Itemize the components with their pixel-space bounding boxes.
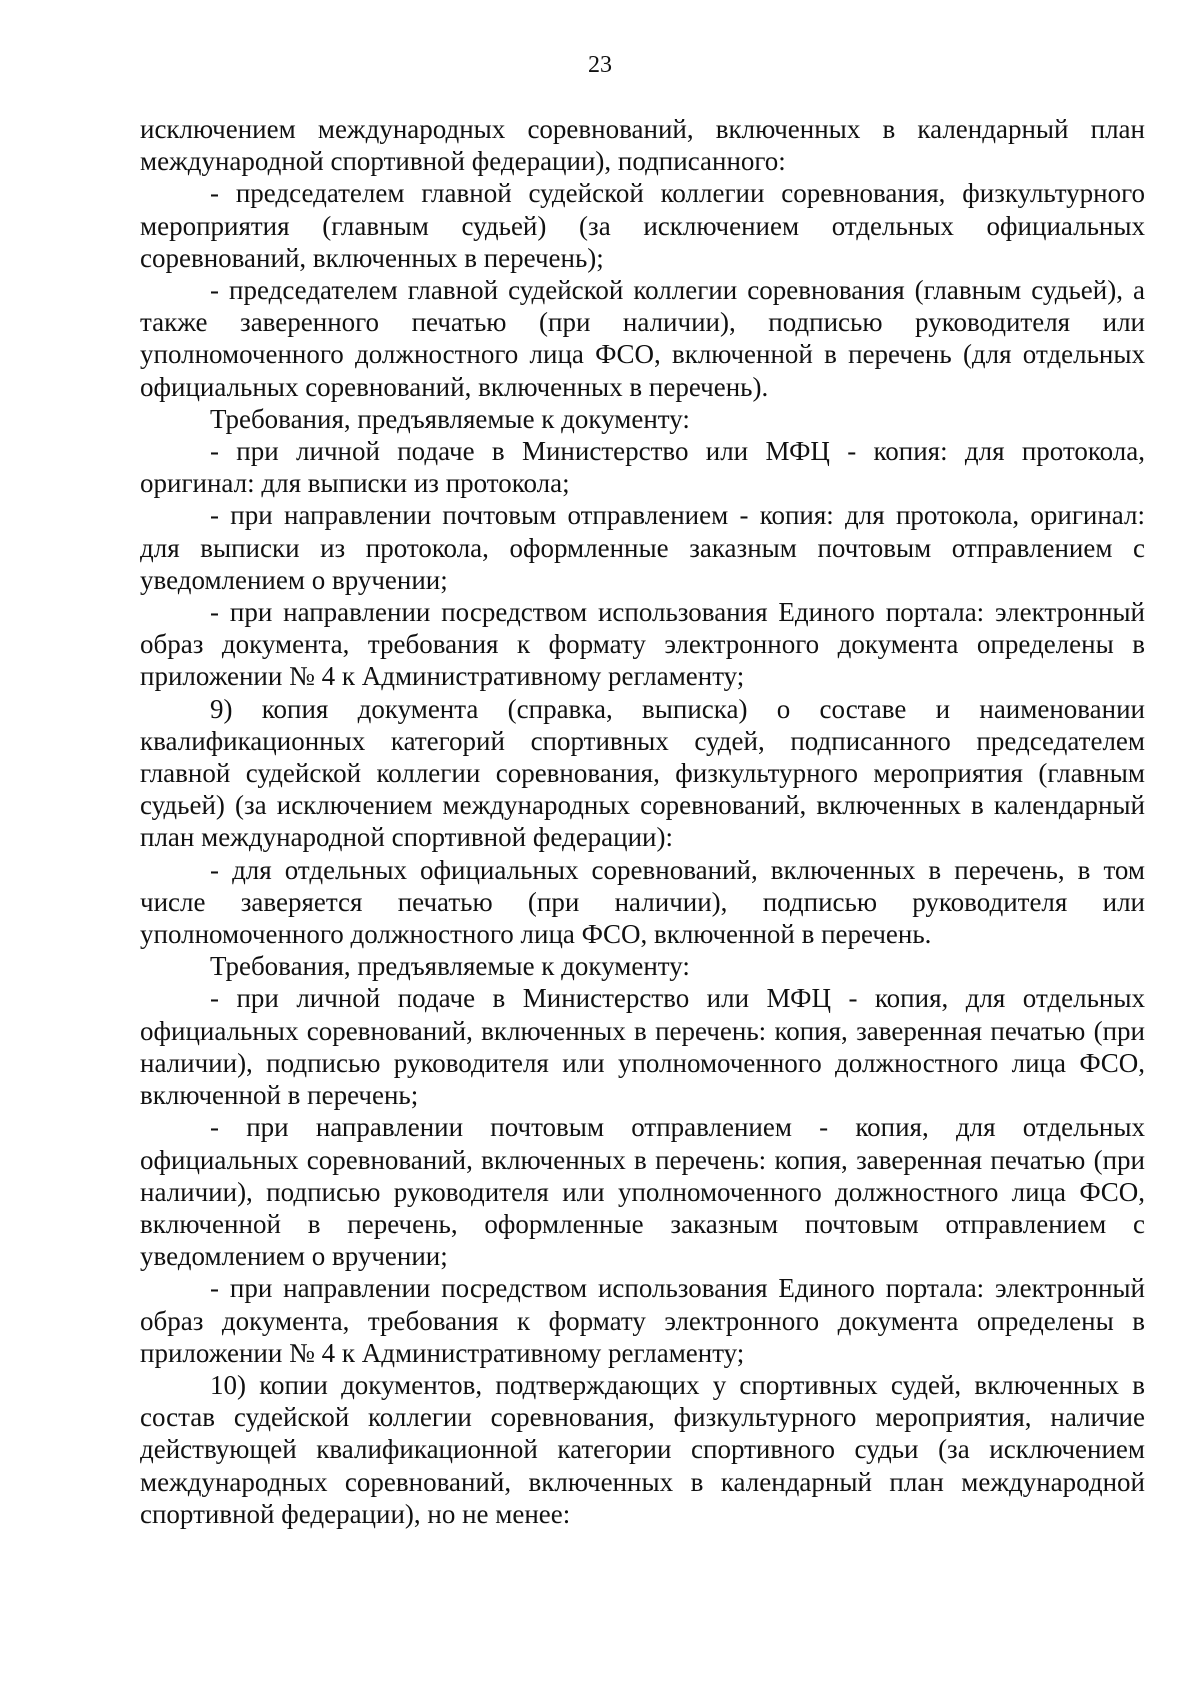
list-item: - при направлении почтовым отправлением - копия: для протокола, оригинал: для выписки из протокола, оформленные заказным почтовым отправлением с уведомлением о вручении;: [140, 500, 1145, 595]
numbered-item: 10) копии документов, подтверждающих у спортивных судей, включенных в состав судейской коллегии соревнования, физкультурного мероприятия, наличие действующей квалификационной категории спортивного судьи (за исключением международных соревнований, включенных в календарный план международной спортивной федерации), но не менее:: [140, 1369, 1145, 1529]
document-body: [140, 113, 1145, 1530]
list-item: - при направлении почтовым отправлением - копия, для отдельных официальных соревнований, включенных в перечень: копия, заверенная печатью (при наличии), подписью руководителя или уполномоченного должностного лица ФСО, включенной в перечень, оформленные заказным почтовым отправлением с уведомлением о вручении;: [140, 1112, 1145, 1272]
list-item: - председателем главной судейской коллегии соревнования, физкультурного мероприятия (главным судьей) (за исключением отдельных официальных соревнований, включенных в перечень);: [140, 178, 1145, 273]
numbered-item: 9) копия документа (справка, выписка) о составе и наименовании квалификационных категорий спортивных судей, подписанного председателем главной судейской коллегии соревнования, физкультурного мероприятия (главным судьей) (за исключением международных соревнований, включенных в календарный план международной спортивной федерации):: [140, 693, 1145, 853]
paragraph: исключением международных соревнований, включенных в календарный план международной спортивной федерации), подписанного:: [140, 114, 1145, 177]
paragraph: Требования, предъявляемые к документу:: [210, 403, 690, 434]
page-number: 23: [588, 52, 612, 78]
list-item: - председателем главной судейской коллегии соревнования (главным судьей), а также заверенного печатью (при наличии), подписью руководителя или уполномоченного должностного лица ФСО, включенной в перечень (для отдельных официальных соревнований, включенных в перечень).: [140, 275, 1145, 402]
list-item: - при направлении посредством использования Единого портала: электронный образ документа, требования к формату электронного документа определены в приложении № 4 к Административному регламенту;: [140, 1273, 1145, 1368]
list-item: - при направлении посредством использования Единого портала: электронный образ документа, требования к формату электронного документа определены в приложении № 4 к Административному регламенту;: [140, 597, 1145, 692]
list-item: - при личной подаче в Министерство или МФЦ - копия, для отдельных официальных соревнований, включенных в перечень: копия, заверенная печатью (при наличии), подписью руководителя или уполномоченного должностного лица ФСО, включенной в перечень;: [140, 983, 1145, 1111]
list-item: - при личной подаче в Министерство или МФЦ - копия: для протокола, оригинал: для выписки из протокола;: [140, 436, 1145, 499]
paragraph: Требования, предъявляемые к документу:: [210, 951, 690, 982]
list-item: - для отдельных официальных соревнований, включенных в перечень, в том числе заверяется печатью (при наличии), подписью руководителя или уполномоченного должностного лица ФСО, включенной в перечень.: [140, 854, 1145, 950]
